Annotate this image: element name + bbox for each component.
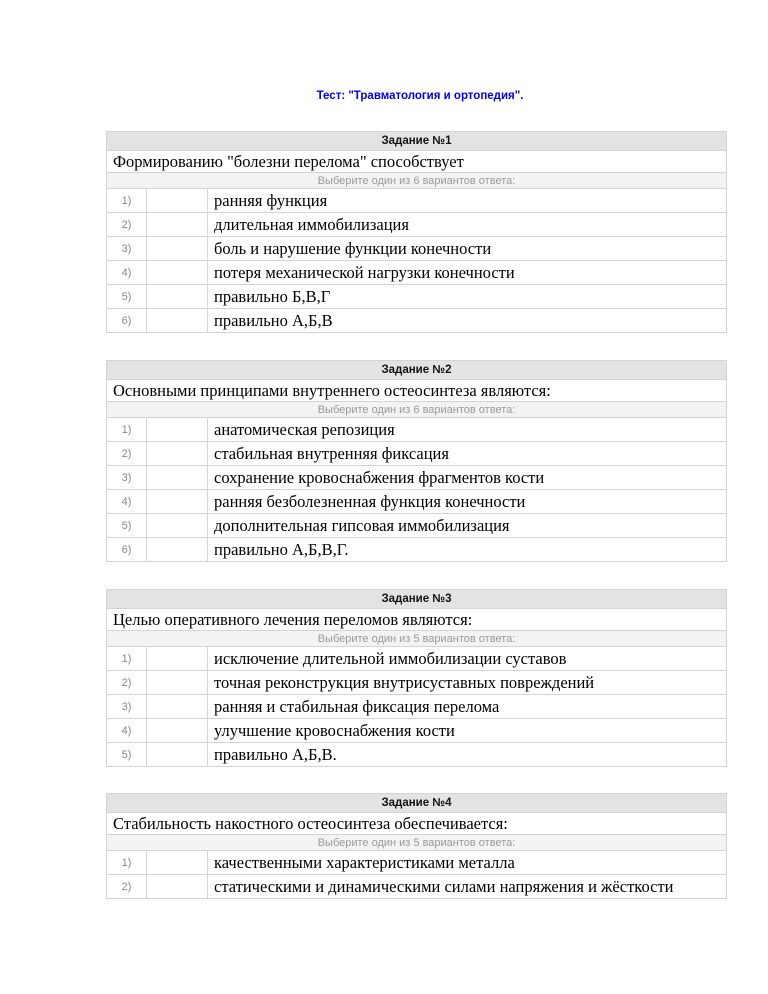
task-question: Основными принципами внутреннего остеосинтеза являются: [107,380,727,402]
answer-number: 5) [107,514,147,538]
answer-number: 4) [107,490,147,514]
answer-row[interactable] [107,490,727,514]
answer-checkbox[interactable] [147,851,208,875]
task-instruction: Выберите один из 6 вариантов ответа: [107,402,727,418]
answer-row[interactable] [107,189,727,213]
answer-text: ранняя функция [208,189,727,213]
answer-row[interactable] [107,261,727,285]
answer-row[interactable] [107,671,727,695]
answer-row[interactable] [107,719,727,743]
answer-checkbox[interactable] [147,189,208,213]
answer-checkbox[interactable] [147,671,208,695]
answer-row[interactable] [107,647,727,671]
answer-row[interactable] [107,418,727,442]
answer-checkbox[interactable] [147,309,208,333]
answer-row[interactable] [107,743,727,767]
task-question: Формированию "болезни перелома" способствует [107,151,727,173]
answer-checkbox[interactable] [147,743,208,767]
answer-number: 2) [107,442,147,466]
answer-checkbox[interactable] [147,695,208,719]
answer-row[interactable] [107,466,727,490]
answer-text: анатомическая репозиция [208,418,727,442]
answer-checkbox[interactable] [147,466,208,490]
task-question: Целью оперативного лечения переломов являются: [107,609,727,631]
answer-text: стабильная внутренняя фиксация [208,442,727,466]
answer-number: 2) [107,671,147,695]
answer-number: 3) [107,695,147,719]
answer-checkbox[interactable] [147,285,208,309]
answer-text: исключение длительной иммобилизации суставов [208,647,727,671]
task-instruction: Выберите один из 6 вариантов ответа: [107,173,727,189]
task-question: Стабильность накостного остеосинтеза обеспечивается: [107,813,727,835]
answer-text: точная реконструкция внутрисуставных повреждений [208,671,727,695]
answer-row[interactable] [107,514,727,538]
answer-number: 2) [107,875,147,899]
answer-number: 3) [107,466,147,490]
answer-number: 1) [107,647,147,671]
task-instruction: Выберите один из 5 вариантов ответа: [107,631,727,647]
answer-text: правильно А,Б,В,Г. [208,538,727,562]
answer-text: правильно Б,В,Г [208,285,727,309]
answer-number: 1) [107,851,147,875]
answer-checkbox[interactable] [147,418,208,442]
answer-row[interactable] [107,851,727,875]
answer-text: сохранение кровоснабжения фрагментов кости [208,466,727,490]
answer-number: 4) [107,261,147,285]
answer-text: боль и нарушение функции конечности [208,237,727,261]
task-1 [106,131,727,333]
answer-number: 3) [107,237,147,261]
answer-row[interactable] [107,213,727,237]
answer-checkbox[interactable] [147,490,208,514]
answer-row[interactable] [107,237,727,261]
answer-text: ранняя и стабильная фиксация перелома [208,695,727,719]
task-3 [106,589,727,767]
answer-text: правильно А,Б,В [208,309,727,333]
answer-row[interactable] [107,442,727,466]
answer-number: 5) [107,285,147,309]
answer-number: 4) [107,719,147,743]
answer-row[interactable] [107,309,727,333]
task-header: Задание №2 [107,361,727,380]
answer-text: улучшение кровоснабжения кости [208,719,727,743]
answer-row[interactable] [107,695,727,719]
answer-number: 5) [107,743,147,767]
answer-row[interactable] [107,538,727,562]
answer-text: ранняя безболезненная функция конечности [208,490,727,514]
task-4 [106,793,727,899]
answer-checkbox[interactable] [147,538,208,562]
page-title: Тест: "Травматология и ортопедия". [316,90,524,102]
task-header: Задание №4 [107,794,727,813]
answer-checkbox[interactable] [147,647,208,671]
task-header: Задание №3 [107,590,727,609]
answer-text: дополнительная гипсовая иммобилизация [208,514,727,538]
answer-number: 6) [107,309,147,333]
task-2 [106,360,727,562]
answer-checkbox[interactable] [147,875,208,899]
answer-text: потеря механической нагрузки конечности [208,261,727,285]
answer-text: качественными характеристиками металла [208,851,727,875]
task-instruction: Выберите один из 5 вариантов ответа: [107,835,727,851]
answer-number: 2) [107,213,147,237]
answer-text: статическими и динамическими силами напряжения и жёсткости [208,875,727,899]
answer-number: 1) [107,189,147,213]
answer-number: 1) [107,418,147,442]
answer-checkbox[interactable] [147,514,208,538]
task-header: Задание №1 [107,132,727,151]
answer-checkbox[interactable] [147,261,208,285]
answer-checkbox[interactable] [147,237,208,261]
answer-text: правильно А,Б,В. [208,743,727,767]
answer-row[interactable] [107,875,727,899]
answer-checkbox[interactable] [147,213,208,237]
answer-checkbox[interactable] [147,719,208,743]
answer-checkbox[interactable] [147,442,208,466]
answer-row[interactable] [107,285,727,309]
answer-number: 6) [107,538,147,562]
answer-text: длительная иммобилизация [208,213,727,237]
